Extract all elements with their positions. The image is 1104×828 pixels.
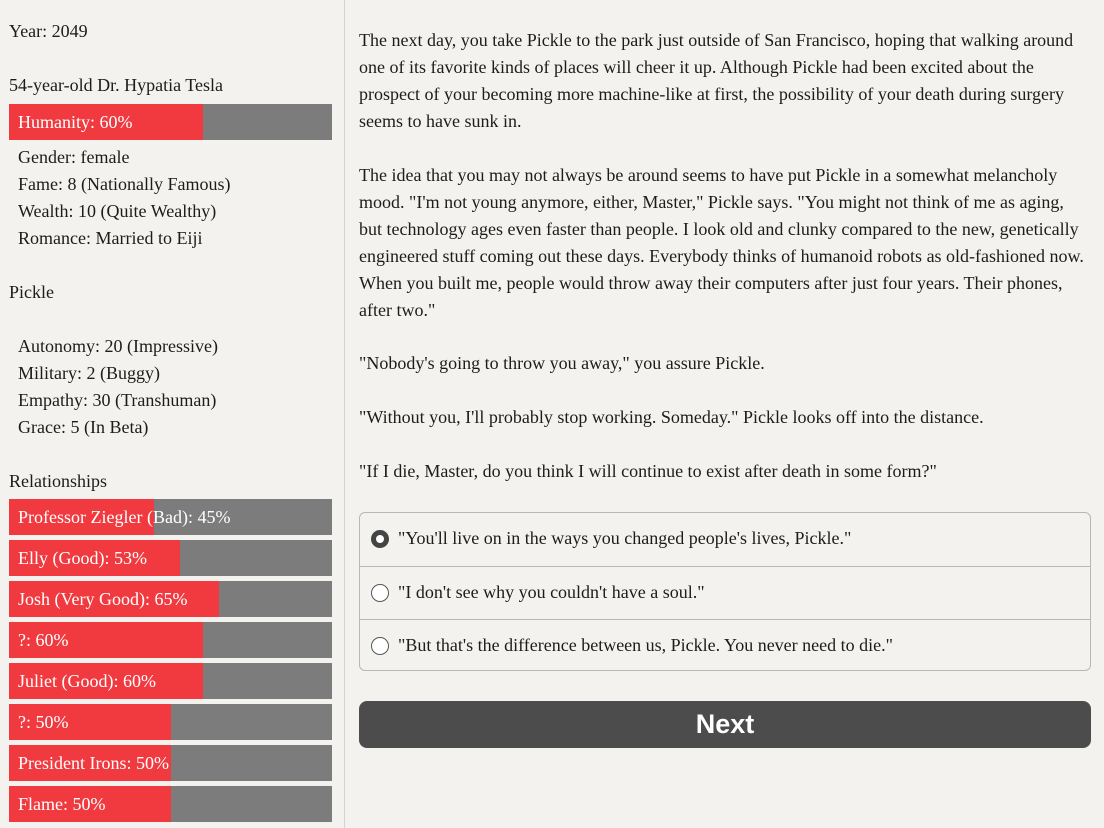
military-stat: Military: 2 (Buggy) <box>18 363 160 383</box>
radio-icon[interactable] <box>371 637 389 655</box>
radio-icon[interactable] <box>371 530 389 548</box>
relationship-bar <box>9 499 332 535</box>
story-paragraph: "Without you, I'll probably stop working. Someday." Pickle looks off into the distance. <box>359 407 984 427</box>
relationship-bar <box>9 540 332 576</box>
choice-option[interactable] <box>360 566 1090 619</box>
relationship-bar <box>9 786 332 822</box>
relationship-bar-label: Elly (Good): 53% <box>18 548 147 568</box>
radio-icon[interactable] <box>371 584 389 602</box>
grace-stat: Grace: 5 (In Beta) <box>18 417 149 437</box>
next-button[interactable]: Next <box>359 701 1091 748</box>
story-paragraph: "Nobody's going to throw you away," you assure Pickle. <box>359 353 765 373</box>
choice-option[interactable] <box>360 619 1090 671</box>
relationship-bar <box>9 704 332 740</box>
relationship-bar-label: Josh (Very Good): 65% <box>18 589 188 609</box>
character-name: 54-year-old Dr. Hypatia Tesla <box>9 75 223 95</box>
story-paragraph: "If I die, Master, do you think I will continue to exist after death in some form?" <box>359 461 937 481</box>
relationship-bar <box>9 581 332 617</box>
autonomy-stat: Autonomy: 20 (Impressive) <box>18 336 218 356</box>
wealth-stat: Wealth: 10 (Quite Wealthy) <box>18 201 217 221</box>
relationship-bar-label: ?: 60% <box>18 630 69 650</box>
relationship-bar-label: Flame: 50% <box>18 794 106 814</box>
robot-heading: Pickle <box>9 282 54 302</box>
story-paragraph: The next day, you take Pickle to the park just outside of San Francisco, hoping that walking around one of its favorite kinds of places will cheer it up. Although Pickle had been excited about the prospect of your becoming more machine-like at first, the possibility of your death during surgery seems to have sunk in. <box>359 30 1074 131</box>
choice-text[interactable]: "You'll live on in the ways you changed people's lives, Pickle." <box>398 528 852 548</box>
fame-stat: Fame: 8 (Nationally Famous) <box>18 174 231 194</box>
year-label: Year: 2049 <box>9 21 88 41</box>
empathy-stat: Empathy: 30 (Transhuman) <box>18 390 217 410</box>
relationship-bar <box>9 663 332 699</box>
choice-text[interactable]: "I don't see why you couldn't have a soul." <box>398 582 705 602</box>
choice-option[interactable] <box>360 513 1090 566</box>
relationship-bar-label: Professor Ziegler (Bad): 45% <box>18 507 231 527</box>
story-paragraph: The idea that you may not always be around seems to have put Pickle in a somewhat melancholy mood. "I'm not young anymore, either, Master," Pickle says. "You might not think of me as aging, but technology ages even faster than people. I look old and clunky compared to the new, genetically engineered stuff coming out these days. Everybody thinks of humanoid robots as old-fashioned now. When you built me, people would throw away their computers after just four years. Their phones, after two." <box>359 165 1084 320</box>
relationship-bar <box>9 745 332 781</box>
relationships-heading: Relationships <box>9 471 107 491</box>
stats-sidebar <box>0 0 345 828</box>
choice-text[interactable]: "But that's the difference between us, Pickle. You never need to die." <box>398 635 893 655</box>
relationship-bar <box>9 622 332 658</box>
choice-list <box>359 512 1091 671</box>
gender-stat: Gender: female <box>18 147 130 167</box>
relationship-bar-label: Juliet (Good): 60% <box>18 671 156 691</box>
relationship-bar-label: ?: 50% <box>18 712 69 732</box>
romance-stat: Romance: Married to Eiji <box>18 228 203 248</box>
relationship-bar-label: President Irons: 50% <box>18 753 169 773</box>
humanity-bar <box>9 104 332 140</box>
humanity-bar-label: Humanity: 60% <box>18 112 133 132</box>
